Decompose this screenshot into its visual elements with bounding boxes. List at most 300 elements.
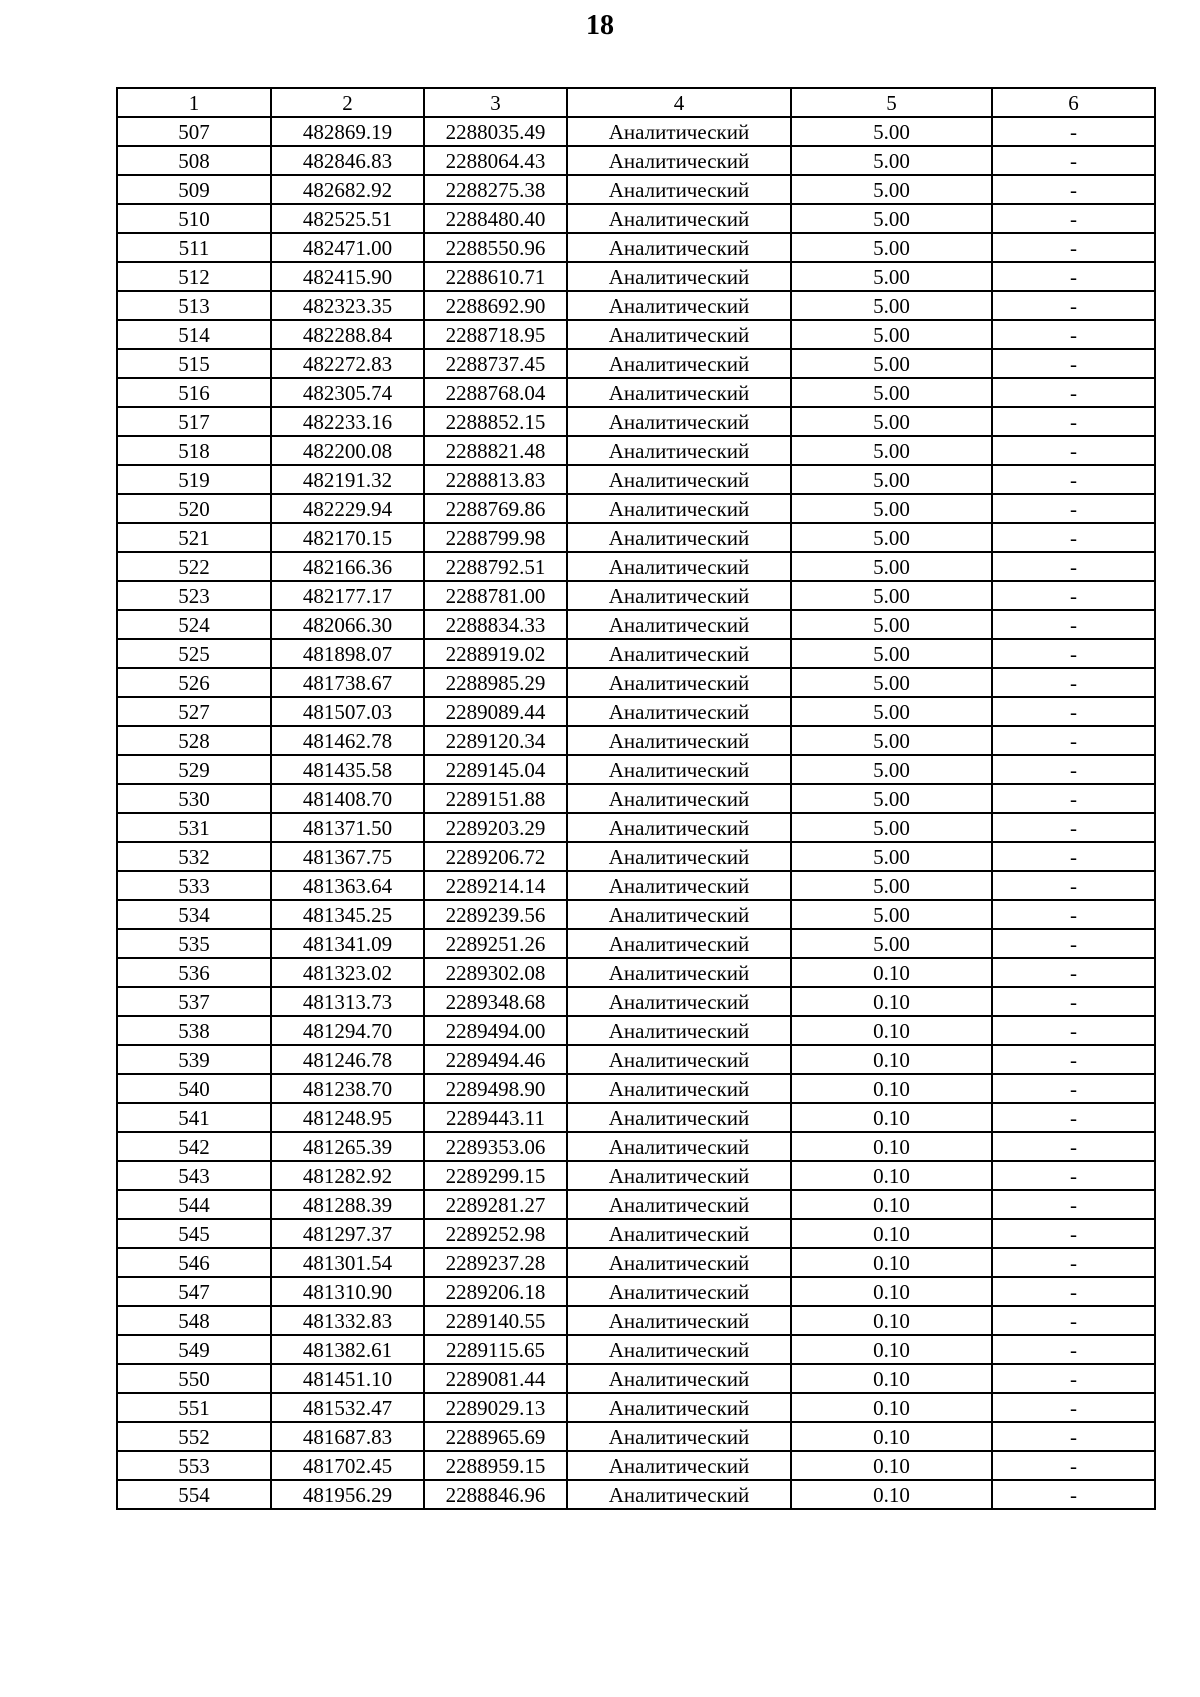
cell-y-coordinate: 2288792.51 xyxy=(424,552,567,581)
cell-method: Аналитический xyxy=(567,1103,791,1132)
cell-y-coordinate: 2289494.46 xyxy=(424,1045,567,1074)
cell-method: Аналитический xyxy=(567,842,791,871)
cell-method: Аналитический xyxy=(567,755,791,784)
cell-note: - xyxy=(992,262,1155,291)
cell-y-coordinate: 2289145.04 xyxy=(424,755,567,784)
cell-method: Аналитический xyxy=(567,349,791,378)
cell-note: - xyxy=(992,146,1155,175)
cell-note: - xyxy=(992,1219,1155,1248)
cell-y-coordinate: 2288781.00 xyxy=(424,581,567,610)
cell-note: - xyxy=(992,987,1155,1016)
cell-y-coordinate: 2288965.69 xyxy=(424,1422,567,1451)
cell-note: - xyxy=(992,813,1155,842)
cell-accuracy: 0.10 xyxy=(791,1248,992,1277)
cell-note: - xyxy=(992,871,1155,900)
cell-accuracy: 0.10 xyxy=(791,1045,992,1074)
cell-accuracy: 0.10 xyxy=(791,1422,992,1451)
cell-y-coordinate: 2289151.88 xyxy=(424,784,567,813)
cell-method: Аналитический xyxy=(567,987,791,1016)
cell-point-number: 511 xyxy=(117,233,271,262)
table-row xyxy=(117,987,1155,1016)
cell-y-coordinate: 2288550.96 xyxy=(424,233,567,262)
cell-point-number: 542 xyxy=(117,1132,271,1161)
cell-x-coordinate: 481310.90 xyxy=(271,1277,424,1306)
cell-note: - xyxy=(992,610,1155,639)
cell-point-number: 550 xyxy=(117,1364,271,1393)
cell-note: - xyxy=(992,233,1155,262)
column-header: 3 xyxy=(424,88,567,117)
cell-y-coordinate: 2289281.27 xyxy=(424,1190,567,1219)
cell-y-coordinate: 2288813.83 xyxy=(424,465,567,494)
table-row xyxy=(117,1190,1155,1219)
cell-method: Аналитический xyxy=(567,1161,791,1190)
cell-y-coordinate: 2289353.06 xyxy=(424,1132,567,1161)
cell-method: Аналитический xyxy=(567,1248,791,1277)
cell-y-coordinate: 2288275.38 xyxy=(424,175,567,204)
cell-point-number: 523 xyxy=(117,581,271,610)
cell-x-coordinate: 482525.51 xyxy=(271,204,424,233)
cell-point-number: 527 xyxy=(117,697,271,726)
table-row xyxy=(117,1045,1155,1074)
cell-point-number: 510 xyxy=(117,204,271,233)
cell-x-coordinate: 481451.10 xyxy=(271,1364,424,1393)
cell-x-coordinate: 481238.70 xyxy=(271,1074,424,1103)
table-row xyxy=(117,1103,1155,1132)
cell-x-coordinate: 481363.64 xyxy=(271,871,424,900)
cell-point-number: 551 xyxy=(117,1393,271,1422)
cell-method: Аналитический xyxy=(567,1335,791,1364)
table-row xyxy=(117,1277,1155,1306)
cell-y-coordinate: 2289214.14 xyxy=(424,871,567,900)
cell-y-coordinate: 2288480.40 xyxy=(424,204,567,233)
cell-x-coordinate: 481297.37 xyxy=(271,1219,424,1248)
cell-point-number: 529 xyxy=(117,755,271,784)
cell-note: - xyxy=(992,1074,1155,1103)
cell-x-coordinate: 481282.92 xyxy=(271,1161,424,1190)
cell-x-coordinate: 482869.19 xyxy=(271,117,424,146)
cell-method: Аналитический xyxy=(567,697,791,726)
cell-accuracy: 5.00 xyxy=(791,146,992,175)
cell-method: Аналитический xyxy=(567,175,791,204)
cell-accuracy: 0.10 xyxy=(791,1161,992,1190)
cell-accuracy: 5.00 xyxy=(791,726,992,755)
table-row xyxy=(117,1393,1155,1422)
cell-point-number: 540 xyxy=(117,1074,271,1103)
cell-accuracy: 0.10 xyxy=(791,1074,992,1103)
cell-y-coordinate: 2289299.15 xyxy=(424,1161,567,1190)
cell-y-coordinate: 2289443.11 xyxy=(424,1103,567,1132)
cell-point-number: 512 xyxy=(117,262,271,291)
cell-point-number: 549 xyxy=(117,1335,271,1364)
cell-method: Аналитический xyxy=(567,871,791,900)
cell-point-number: 536 xyxy=(117,958,271,987)
cell-x-coordinate: 481367.75 xyxy=(271,842,424,871)
table-row xyxy=(117,813,1155,842)
column-header: 6 xyxy=(992,88,1155,117)
cell-method: Аналитический xyxy=(567,726,791,755)
table-row xyxy=(117,378,1155,407)
table-row xyxy=(117,1422,1155,1451)
cell-note: - xyxy=(992,117,1155,146)
cell-accuracy: 0.10 xyxy=(791,1132,992,1161)
table-row xyxy=(117,784,1155,813)
cell-note: - xyxy=(992,1335,1155,1364)
cell-note: - xyxy=(992,784,1155,813)
cell-point-number: 554 xyxy=(117,1480,271,1509)
table-row xyxy=(117,117,1155,146)
cell-point-number: 541 xyxy=(117,1103,271,1132)
cell-accuracy: 5.00 xyxy=(791,552,992,581)
cell-accuracy: 5.00 xyxy=(791,262,992,291)
table-row xyxy=(117,1335,1155,1364)
cell-note: - xyxy=(992,900,1155,929)
cell-x-coordinate: 481313.73 xyxy=(271,987,424,1016)
cell-accuracy: 5.00 xyxy=(791,523,992,552)
table-row xyxy=(117,929,1155,958)
table-row xyxy=(117,494,1155,523)
cell-note: - xyxy=(992,958,1155,987)
table-row xyxy=(117,755,1155,784)
cell-x-coordinate: 482415.90 xyxy=(271,262,424,291)
cell-x-coordinate: 482166.36 xyxy=(271,552,424,581)
cell-note: - xyxy=(992,436,1155,465)
cell-note: - xyxy=(992,1132,1155,1161)
cell-x-coordinate: 481738.67 xyxy=(271,668,424,697)
cell-y-coordinate: 2289498.90 xyxy=(424,1074,567,1103)
cell-y-coordinate: 2289302.08 xyxy=(424,958,567,987)
cell-x-coordinate: 482229.94 xyxy=(271,494,424,523)
cell-note: - xyxy=(992,204,1155,233)
cell-y-coordinate: 2289089.44 xyxy=(424,697,567,726)
table-row xyxy=(117,668,1155,697)
cell-point-number: 539 xyxy=(117,1045,271,1074)
cell-point-number: 547 xyxy=(117,1277,271,1306)
cell-note: - xyxy=(992,320,1155,349)
cell-y-coordinate: 2288718.95 xyxy=(424,320,567,349)
table-row xyxy=(117,465,1155,494)
table-row xyxy=(117,958,1155,987)
cell-point-number: 535 xyxy=(117,929,271,958)
table-row xyxy=(117,1451,1155,1480)
cell-note: - xyxy=(992,1422,1155,1451)
cell-method: Аналитический xyxy=(567,552,791,581)
cell-point-number: 553 xyxy=(117,1451,271,1480)
cell-method: Аналитический xyxy=(567,1393,791,1422)
cell-note: - xyxy=(992,1045,1155,1074)
cell-accuracy: 5.00 xyxy=(791,668,992,697)
cell-accuracy: 5.00 xyxy=(791,291,992,320)
cell-method: Аналитический xyxy=(567,494,791,523)
table-row xyxy=(117,407,1155,436)
cell-point-number: 537 xyxy=(117,987,271,1016)
table-header xyxy=(117,88,1155,117)
table-row xyxy=(117,1480,1155,1509)
cell-y-coordinate: 2289203.29 xyxy=(424,813,567,842)
cell-method: Аналитический xyxy=(567,1132,791,1161)
cell-method: Аналитический xyxy=(567,523,791,552)
cell-note: - xyxy=(992,1103,1155,1132)
cell-point-number: 516 xyxy=(117,378,271,407)
cell-accuracy: 0.10 xyxy=(791,958,992,987)
cell-note: - xyxy=(992,494,1155,523)
cell-method: Аналитический xyxy=(567,1480,791,1509)
table-row xyxy=(117,871,1155,900)
cell-method: Аналитический xyxy=(567,204,791,233)
cell-y-coordinate: 2288610.71 xyxy=(424,262,567,291)
cell-y-coordinate: 2289206.72 xyxy=(424,842,567,871)
cell-y-coordinate: 2289237.28 xyxy=(424,1248,567,1277)
cell-x-coordinate: 481408.70 xyxy=(271,784,424,813)
cell-x-coordinate: 481532.47 xyxy=(271,1393,424,1422)
cell-x-coordinate: 481687.83 xyxy=(271,1422,424,1451)
cell-accuracy: 5.00 xyxy=(791,784,992,813)
cell-note: - xyxy=(992,755,1155,784)
cell-x-coordinate: 482177.17 xyxy=(271,581,424,610)
cell-point-number: 513 xyxy=(117,291,271,320)
cell-note: - xyxy=(992,639,1155,668)
cell-note: - xyxy=(992,291,1155,320)
cell-point-number: 528 xyxy=(117,726,271,755)
cell-method: Аналитический xyxy=(567,929,791,958)
cell-method: Аналитический xyxy=(567,1045,791,1074)
cell-x-coordinate: 481288.39 xyxy=(271,1190,424,1219)
cell-x-coordinate: 481371.50 xyxy=(271,813,424,842)
cell-accuracy: 5.00 xyxy=(791,204,992,233)
cell-method: Аналитический xyxy=(567,233,791,262)
column-header: 4 xyxy=(567,88,791,117)
cell-accuracy: 5.00 xyxy=(791,494,992,523)
table-row xyxy=(117,1132,1155,1161)
cell-accuracy: 0.10 xyxy=(791,1480,992,1509)
cell-method: Аналитический xyxy=(567,639,791,668)
cell-method: Аналитический xyxy=(567,117,791,146)
cell-x-coordinate: 481702.45 xyxy=(271,1451,424,1480)
cell-y-coordinate: 2288769.86 xyxy=(424,494,567,523)
cell-point-number: 518 xyxy=(117,436,271,465)
table-row xyxy=(117,175,1155,204)
cell-x-coordinate: 482200.08 xyxy=(271,436,424,465)
cell-method: Аналитический xyxy=(567,436,791,465)
cell-point-number: 526 xyxy=(117,668,271,697)
cell-method: Аналитический xyxy=(567,262,791,291)
table-body xyxy=(117,117,1155,1509)
cell-note: - xyxy=(992,1190,1155,1219)
cell-x-coordinate: 481341.09 xyxy=(271,929,424,958)
table-row xyxy=(117,639,1155,668)
cell-point-number: 508 xyxy=(117,146,271,175)
cell-accuracy: 5.00 xyxy=(791,813,992,842)
cell-point-number: 509 xyxy=(117,175,271,204)
table-row xyxy=(117,1161,1155,1190)
cell-note: - xyxy=(992,523,1155,552)
table-row xyxy=(117,726,1155,755)
cell-method: Аналитический xyxy=(567,900,791,929)
cell-accuracy: 5.00 xyxy=(791,639,992,668)
cell-x-coordinate: 482682.92 xyxy=(271,175,424,204)
table-row xyxy=(117,697,1155,726)
cell-x-coordinate: 481382.61 xyxy=(271,1335,424,1364)
cell-accuracy: 5.00 xyxy=(791,900,992,929)
column-header: 1 xyxy=(117,88,271,117)
cell-y-coordinate: 2288834.33 xyxy=(424,610,567,639)
cell-method: Аналитический xyxy=(567,291,791,320)
header-row xyxy=(117,88,1155,117)
cell-note: - xyxy=(992,349,1155,378)
table-row xyxy=(117,436,1155,465)
cell-accuracy: 5.00 xyxy=(791,407,992,436)
cell-y-coordinate: 2288919.02 xyxy=(424,639,567,668)
cell-method: Аналитический xyxy=(567,610,791,639)
cell-note: - xyxy=(992,1393,1155,1422)
table-row xyxy=(117,1219,1155,1248)
page-number: 18 xyxy=(586,10,614,41)
cell-x-coordinate: 482305.74 xyxy=(271,378,424,407)
cell-y-coordinate: 2288846.96 xyxy=(424,1480,567,1509)
table-row xyxy=(117,233,1155,262)
cell-y-coordinate: 2288821.48 xyxy=(424,436,567,465)
cell-point-number: 532 xyxy=(117,842,271,871)
cell-point-number: 525 xyxy=(117,639,271,668)
cell-note: - xyxy=(992,378,1155,407)
cell-method: Аналитический xyxy=(567,320,791,349)
cell-accuracy: 5.00 xyxy=(791,175,992,204)
cell-note: - xyxy=(992,175,1155,204)
cell-x-coordinate: 482191.32 xyxy=(271,465,424,494)
table-row xyxy=(117,1306,1155,1335)
cell-method: Аналитический xyxy=(567,958,791,987)
cell-note: - xyxy=(992,1248,1155,1277)
cell-y-coordinate: 2289494.00 xyxy=(424,1016,567,1045)
cell-method: Аналитический xyxy=(567,668,791,697)
cell-point-number: 530 xyxy=(117,784,271,813)
cell-point-number: 520 xyxy=(117,494,271,523)
cell-y-coordinate: 2288692.90 xyxy=(424,291,567,320)
cell-note: - xyxy=(992,1451,1155,1480)
cell-accuracy: 0.10 xyxy=(791,1277,992,1306)
cell-x-coordinate: 482170.15 xyxy=(271,523,424,552)
cell-point-number: 515 xyxy=(117,349,271,378)
cell-point-number: 552 xyxy=(117,1422,271,1451)
cell-y-coordinate: 2288064.43 xyxy=(424,146,567,175)
cell-point-number: 533 xyxy=(117,871,271,900)
cell-y-coordinate: 2288737.45 xyxy=(424,349,567,378)
cell-note: - xyxy=(992,697,1155,726)
cell-method: Аналитический xyxy=(567,1190,791,1219)
cell-x-coordinate: 481435.58 xyxy=(271,755,424,784)
cell-note: - xyxy=(992,668,1155,697)
table-row xyxy=(117,320,1155,349)
cell-accuracy: 0.10 xyxy=(791,1306,992,1335)
cell-method: Аналитический xyxy=(567,407,791,436)
cell-method: Аналитический xyxy=(567,1074,791,1103)
cell-method: Аналитический xyxy=(567,784,791,813)
cell-y-coordinate: 2289081.44 xyxy=(424,1364,567,1393)
cell-x-coordinate: 481332.83 xyxy=(271,1306,424,1335)
cell-y-coordinate: 2289029.13 xyxy=(424,1393,567,1422)
cell-point-number: 521 xyxy=(117,523,271,552)
cell-note: - xyxy=(992,407,1155,436)
cell-y-coordinate: 2288852.15 xyxy=(424,407,567,436)
cell-x-coordinate: 482272.83 xyxy=(271,349,424,378)
cell-point-number: 538 xyxy=(117,1016,271,1045)
cell-method: Аналитический xyxy=(567,1219,791,1248)
cell-y-coordinate: 2288959.15 xyxy=(424,1451,567,1480)
cell-note: - xyxy=(992,552,1155,581)
cell-method: Аналитический xyxy=(567,465,791,494)
cell-accuracy: 5.00 xyxy=(791,349,992,378)
cell-method: Аналитический xyxy=(567,581,791,610)
cell-note: - xyxy=(992,465,1155,494)
table-row xyxy=(117,552,1155,581)
cell-accuracy: 0.10 xyxy=(791,1364,992,1393)
cell-point-number: 544 xyxy=(117,1190,271,1219)
cell-accuracy: 0.10 xyxy=(791,1190,992,1219)
cell-x-coordinate: 482846.83 xyxy=(271,146,424,175)
cell-accuracy: 5.00 xyxy=(791,610,992,639)
cell-point-number: 548 xyxy=(117,1306,271,1335)
cell-accuracy: 5.00 xyxy=(791,436,992,465)
cell-point-number: 517 xyxy=(117,407,271,436)
table-row xyxy=(117,581,1155,610)
cell-y-coordinate: 2288768.04 xyxy=(424,378,567,407)
cell-accuracy: 5.00 xyxy=(791,320,992,349)
cell-y-coordinate: 2288035.49 xyxy=(424,117,567,146)
cell-x-coordinate: 481248.95 xyxy=(271,1103,424,1132)
cell-y-coordinate: 2289206.18 xyxy=(424,1277,567,1306)
cell-y-coordinate: 2288985.29 xyxy=(424,668,567,697)
coordinates-table xyxy=(116,87,1156,1510)
cell-y-coordinate: 2288799.98 xyxy=(424,523,567,552)
cell-method: Аналитический xyxy=(567,378,791,407)
cell-accuracy: 0.10 xyxy=(791,1219,992,1248)
cell-point-number: 531 xyxy=(117,813,271,842)
cell-x-coordinate: 481323.02 xyxy=(271,958,424,987)
cell-x-coordinate: 481898.07 xyxy=(271,639,424,668)
cell-note: - xyxy=(992,842,1155,871)
cell-accuracy: 5.00 xyxy=(791,842,992,871)
cell-point-number: 545 xyxy=(117,1219,271,1248)
cell-accuracy: 5.00 xyxy=(791,465,992,494)
cell-x-coordinate: 481956.29 xyxy=(271,1480,424,1509)
cell-accuracy: 0.10 xyxy=(791,1335,992,1364)
cell-accuracy: 0.10 xyxy=(791,1451,992,1480)
table-row xyxy=(117,349,1155,378)
table-row xyxy=(117,610,1155,639)
cell-x-coordinate: 482471.00 xyxy=(271,233,424,262)
cell-note: - xyxy=(992,581,1155,610)
cell-method: Аналитический xyxy=(567,1016,791,1045)
table-row xyxy=(117,842,1155,871)
cell-point-number: 514 xyxy=(117,320,271,349)
table-row xyxy=(117,204,1155,233)
table-row xyxy=(117,1248,1155,1277)
cell-point-number: 546 xyxy=(117,1248,271,1277)
cell-x-coordinate: 481246.78 xyxy=(271,1045,424,1074)
table-row xyxy=(117,900,1155,929)
cell-point-number: 534 xyxy=(117,900,271,929)
cell-x-coordinate: 481265.39 xyxy=(271,1132,424,1161)
cell-y-coordinate: 2289239.56 xyxy=(424,900,567,929)
cell-note: - xyxy=(992,1016,1155,1045)
cell-accuracy: 5.00 xyxy=(791,871,992,900)
cell-note: - xyxy=(992,1161,1155,1190)
cell-point-number: 524 xyxy=(117,610,271,639)
table-row xyxy=(117,523,1155,552)
cell-accuracy: 5.00 xyxy=(791,117,992,146)
cell-x-coordinate: 482066.30 xyxy=(271,610,424,639)
cell-x-coordinate: 481507.03 xyxy=(271,697,424,726)
cell-note: - xyxy=(992,1306,1155,1335)
